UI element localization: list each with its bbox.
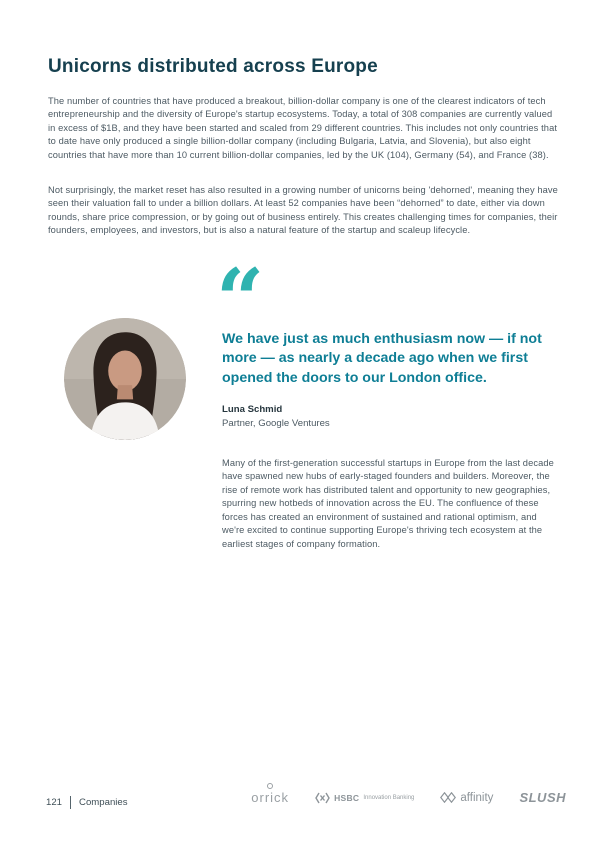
hsbc-hexagon-icon xyxy=(315,792,330,804)
hsbc-logo-subtext: Innovation Banking xyxy=(363,794,415,801)
affinity-logo-text: affinity xyxy=(460,791,494,804)
footer-pagination xyxy=(46,796,128,809)
affinity-diamonds-icon xyxy=(440,792,456,803)
section-label: Companies xyxy=(79,797,128,808)
quote-commentary: Many of the first-generation successful startups in Europe from the last decade have spawned new hubs of early-staged founders and builders. Moreover, the rise of remote work has distributed talent and opportunity to new geographies, spurring new hotbeds of innovation across the EU. The confluence of these forces has created an environment of sustained and rational optimism, and we're excited to continue supporting Europe's thriving tech ecosystem at the earliest stages of company formation. xyxy=(222,458,554,549)
quote-author-role: Partner, Google Ventures xyxy=(222,418,330,429)
footer-divider xyxy=(70,796,71,809)
author-photo-illustration xyxy=(64,318,186,440)
author-portrait xyxy=(64,318,186,440)
quote-author-name: Luna Schmid xyxy=(222,404,283,415)
hsbc-logo-text: HSBC xyxy=(334,792,360,803)
slush-logo: SLUSH xyxy=(519,790,566,805)
orrick-ring-icon xyxy=(267,783,273,789)
affinity-logo xyxy=(440,792,493,804)
page-title: Unicorns distributed across Europe xyxy=(48,56,378,77)
body-paragraph-2: Not surprisingly, the market reset has also resulted in a growing number of unicorns being 'dehorned', meaning they have seen their valuation fall to under a billion dollars. At least 52 companies have been “dehorned” to date, either via down rounds, share price compression, or by going out of business entirely. This creates challenging times for companies, their founders, employees, and investors, but is also a natural feature of the startup and scaleup lifecycle. xyxy=(48,185,558,236)
page-number: 121 xyxy=(46,797,63,808)
sponsor-logos xyxy=(251,790,566,805)
orrick-logo-text: orrick xyxy=(251,790,290,805)
quote-mark-icon: “ xyxy=(216,250,265,349)
orrick-logo xyxy=(251,790,289,805)
hsbc-logo xyxy=(315,792,414,804)
pull-quote: We have just as much enthusiasm now — if not more — as nearly a decade ago when we first opened the doors to our London office. xyxy=(222,331,542,386)
body-paragraph-1: The number of countries that have produced a breakout, billion-dollar company is one of the clearest indicators of tech entrepreneurship and the diversity of Europe's startup ecosystems. Today, a total of 308 companies are currently valued in excess of $1B, and they have been started and scaled from 29 different countries. This includes not only countries that to date have only produced a single billion-dollar company (including Bulgaria, Latvia, and Slovenia), but also eight countries that have more than 10 current billion-dollar companies, led by the UK (104), Germany (54), and France (38). xyxy=(48,96,558,160)
